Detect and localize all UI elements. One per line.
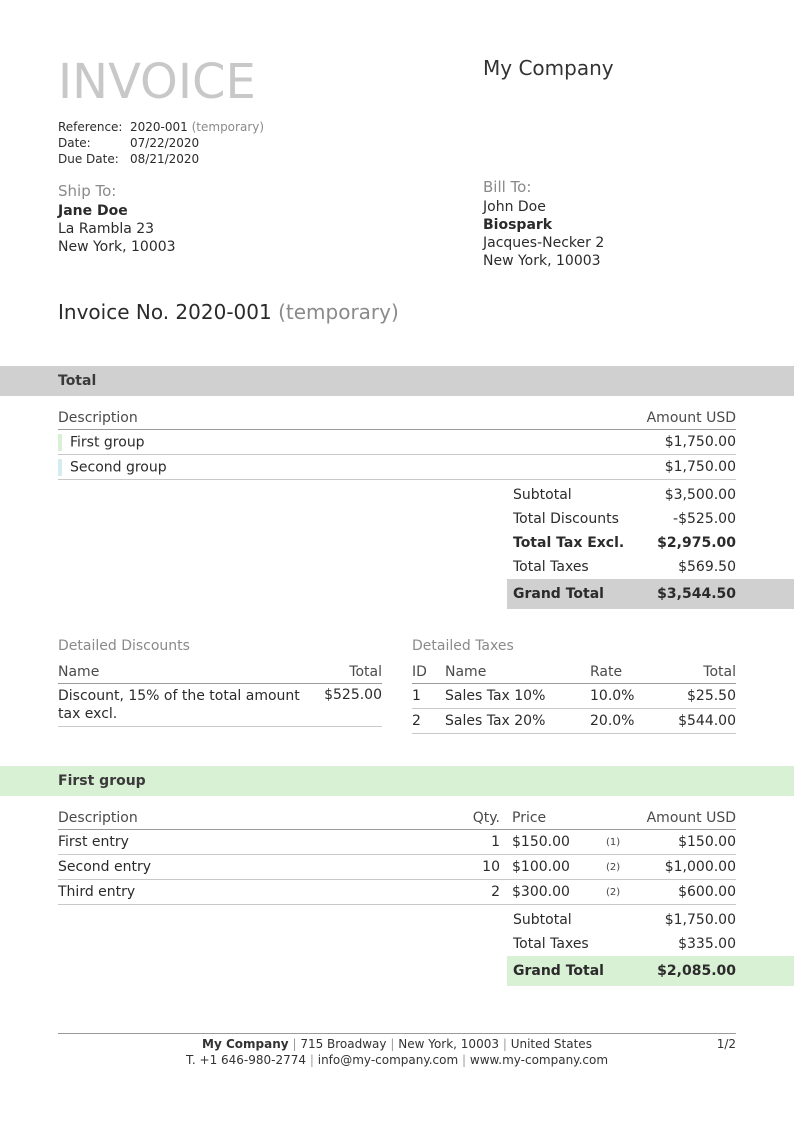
discounts-heading: Detailed Discounts <box>58 638 190 654</box>
total-band: Total <box>0 366 794 396</box>
subtotal-label: Subtotal <box>513 912 572 928</box>
footer-website[interactable]: www.my-company.com <box>469 1053 609 1067</box>
entry-price: $100.00 <box>506 855 606 880</box>
ship-to-name: Jane Doe <box>58 203 128 219</box>
ship-to-city: New York, 10003 <box>58 239 176 255</box>
subtotal-value: $1,750.00 <box>664 912 736 928</box>
ship-to-address <box>58 182 176 256</box>
entry-row <box>58 830 736 855</box>
grand-total-value: $3,544.50 <box>639 579 794 609</box>
discount-row <box>58 684 382 727</box>
footer-line-1 <box>58 1036 736 1052</box>
taxes-label: Total Taxes <box>513 559 589 575</box>
group-amount: $1,750.00 <box>430 430 736 455</box>
entry-tax-ref: (2) <box>606 855 636 880</box>
bill-to-label: Bill To: <box>483 178 532 196</box>
col-name: Name <box>58 664 324 684</box>
entry-amount: $1,000.00 <box>636 855 736 880</box>
ship-to-street: La Rambla 23 <box>58 221 155 237</box>
footer-address: 715 Broadway <box>300 1037 387 1051</box>
tax-excl-value: $2,975.00 <box>657 535 736 551</box>
entry-description: Third entry <box>58 880 446 905</box>
col-total: Total <box>653 664 736 684</box>
group-row <box>58 430 736 455</box>
taxes-value: $569.50 <box>678 559 736 575</box>
subtotal-label: Subtotal <box>513 487 572 503</box>
group-name: Second group <box>70 459 167 475</box>
first-group-table <box>58 810 736 905</box>
footer-city: New York, 10003 <box>398 1037 499 1051</box>
col-total: Total <box>324 664 382 684</box>
taxes-label: Total Taxes <box>513 936 589 952</box>
first-group-summary-table <box>507 908 794 986</box>
entry-row <box>58 855 736 880</box>
tax-name: Sales Tax 20% <box>445 709 590 734</box>
date-value: 07/22/2020 <box>130 136 200 150</box>
entry-qty: 10 <box>446 855 506 880</box>
date-label: Date: <box>58 136 91 150</box>
footer-email[interactable]: info@my-company.com <box>317 1053 459 1067</box>
bill-to-name: John Doe <box>483 199 546 215</box>
col-qty: Qty. <box>446 810 506 830</box>
entry-qty: 2 <box>446 880 506 905</box>
discount-name: Discount, 15% of the total amount tax excl. <box>58 684 324 727</box>
bill-to-city: New York, 10003 <box>483 253 601 269</box>
footer-country: United States <box>510 1037 592 1051</box>
invoice-number-heading <box>58 300 399 324</box>
entry-amount: $600.00 <box>636 880 736 905</box>
col-amount: Amount USD <box>430 410 736 430</box>
entry-price: $150.00 <box>506 830 606 855</box>
footer-separator: | <box>502 1037 507 1051</box>
col-name: Name <box>445 664 590 684</box>
group-name: First group <box>70 434 145 450</box>
discounts-label: Total Discounts <box>513 511 619 527</box>
ship-to-label: Ship To: <box>58 182 117 200</box>
tax-name: Sales Tax 10% <box>445 684 590 709</box>
page-number: 1/2 <box>716 1037 736 1051</box>
reference-label: Reference: <box>58 120 123 134</box>
footer-line-2 <box>58 1052 736 1068</box>
discounts-value: -$525.00 <box>673 511 736 527</box>
bill-to-company: Biospark <box>483 217 553 233</box>
group-row <box>58 455 736 480</box>
tax-total: $25.50 <box>653 684 736 709</box>
tax-total: $544.00 <box>653 709 736 734</box>
entry-tax-ref: (2) <box>606 880 636 905</box>
col-id: ID <box>412 664 445 684</box>
entry-tax-ref: (1) <box>606 830 636 855</box>
invoice-number-note: (temporary) <box>278 300 399 324</box>
discount-total: $525.00 <box>324 684 382 727</box>
footer-separator: | <box>390 1037 395 1051</box>
due-date-value: 08/21/2020 <box>130 152 200 166</box>
reference-value: 2020-001 <box>130 120 188 134</box>
taxes-value: $335.00 <box>678 936 736 952</box>
due-date-label: Due Date: <box>58 152 119 166</box>
tax-excl-label: Total Tax Excl. <box>513 535 625 551</box>
tax-id: 2 <box>412 709 445 734</box>
bill-to-address <box>483 178 604 270</box>
first-group-band: First group <box>0 766 794 796</box>
footer-separator: | <box>292 1037 297 1051</box>
footer-company: My Company <box>202 1037 289 1051</box>
grand-total-label: Grand Total <box>507 579 639 609</box>
total-summary-table <box>507 483 794 609</box>
grand-total-value: $2,085.00 <box>626 956 794 986</box>
page-footer <box>58 1033 736 1068</box>
total-groups-table <box>58 410 736 480</box>
col-description: Description <box>58 410 430 430</box>
tax-row <box>412 709 736 734</box>
invoice-meta <box>58 119 264 167</box>
col-rate: Rate <box>590 664 653 684</box>
company-name: My Company <box>483 56 614 80</box>
col-price: Price <box>506 810 606 830</box>
group-color-marker <box>58 459 62 476</box>
invoice-title: INVOICE <box>58 54 256 110</box>
group-color-marker <box>58 434 62 451</box>
footer-separator: | <box>462 1053 467 1067</box>
group-amount: $1,750.00 <box>430 455 736 480</box>
grand-total-label: Grand Total <box>507 956 626 986</box>
tax-rate: 10.0% <box>590 684 653 709</box>
entry-qty: 1 <box>446 830 506 855</box>
entry-description: First entry <box>58 830 446 855</box>
subtotal-value: $3,500.00 <box>664 487 736 503</box>
entry-amount: $150.00 <box>636 830 736 855</box>
entry-row <box>58 880 736 905</box>
reference-note: (temporary) <box>191 120 265 134</box>
taxes-table <box>412 664 736 734</box>
tax-rate: 20.0% <box>590 709 653 734</box>
col-amount: Amount USD <box>636 810 736 830</box>
bill-to-street: Jacques-Necker 2 <box>483 235 605 251</box>
taxes-heading: Detailed Taxes <box>412 638 514 654</box>
footer-separator: | <box>309 1053 314 1067</box>
entry-price: $300.00 <box>506 880 606 905</box>
entry-description: Second entry <box>58 855 446 880</box>
tax-row <box>412 684 736 709</box>
discounts-table <box>58 664 382 727</box>
tax-id: 1 <box>412 684 445 709</box>
footer-phone: T. +1 646-980-2774 <box>185 1053 307 1067</box>
invoice-number: Invoice No. 2020-001 <box>58 300 272 324</box>
col-description: Description <box>58 810 446 830</box>
